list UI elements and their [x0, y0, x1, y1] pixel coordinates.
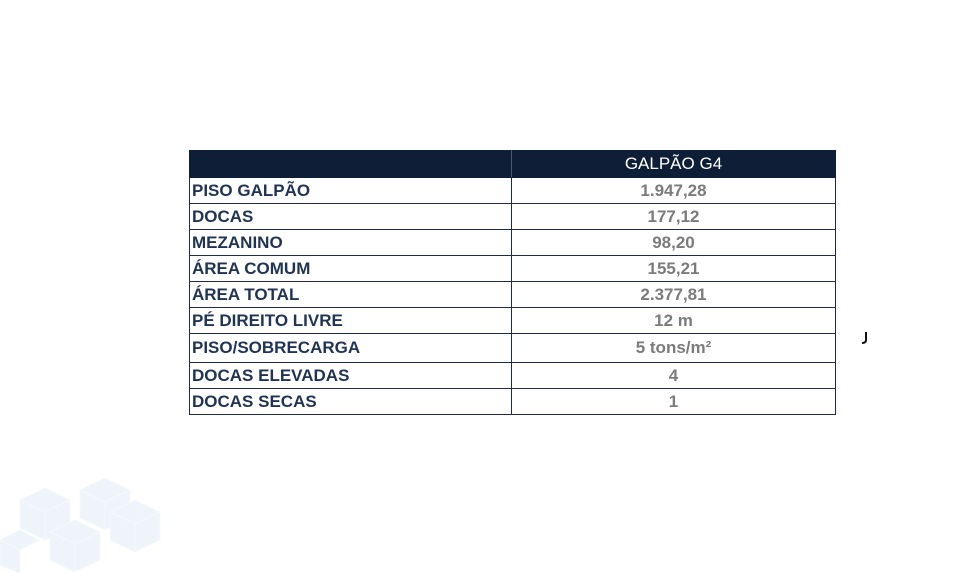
specifications-table: [189, 150, 836, 415]
label-column-header: [190, 151, 512, 178]
table-row-piso-galpao: [190, 178, 836, 204]
row-value: 98,20: [512, 230, 836, 256]
table-row-mezanino: [190, 230, 836, 256]
table-row-area-total: [190, 282, 836, 308]
row-label: MEZANINO: [190, 230, 512, 256]
row-value: 2.377,81: [512, 282, 836, 308]
row-value: 177,12: [512, 204, 836, 230]
value-column-header: GALPÃO G4: [512, 151, 836, 178]
row-value: 4: [512, 363, 836, 389]
row-label: DOCAS ELEVADAS: [190, 363, 512, 389]
row-label: ÁREA TOTAL: [190, 282, 512, 308]
row-value: 1: [512, 389, 836, 415]
table-row-pe-direito-livre: [190, 308, 836, 334]
row-label: ÁREA COMUM: [190, 256, 512, 282]
table-header-row: [190, 151, 836, 178]
row-label: DOCAS: [190, 204, 512, 230]
table-row-piso-sobrecarga: [190, 334, 836, 363]
row-label: PÉ DIREITO LIVRE: [190, 308, 512, 334]
row-label: PISO GALPÃO: [190, 178, 512, 204]
table-row-docas: [190, 204, 836, 230]
table-row-docas-secas: [190, 389, 836, 415]
row-label: DOCAS SECAS: [190, 389, 512, 415]
decorative-cubes-graphic: [0, 470, 180, 573]
stray-mark: [858, 330, 870, 346]
table-row-docas-elevadas: [190, 363, 836, 389]
row-value: 1.947,28: [512, 178, 836, 204]
row-value: 12 m: [512, 308, 836, 334]
row-value: 5 tons/m²: [512, 334, 836, 363]
table-row-area-comum: [190, 256, 836, 282]
row-label: PISO/SOBRECARGA: [190, 334, 512, 363]
row-value: 155,21: [512, 256, 836, 282]
